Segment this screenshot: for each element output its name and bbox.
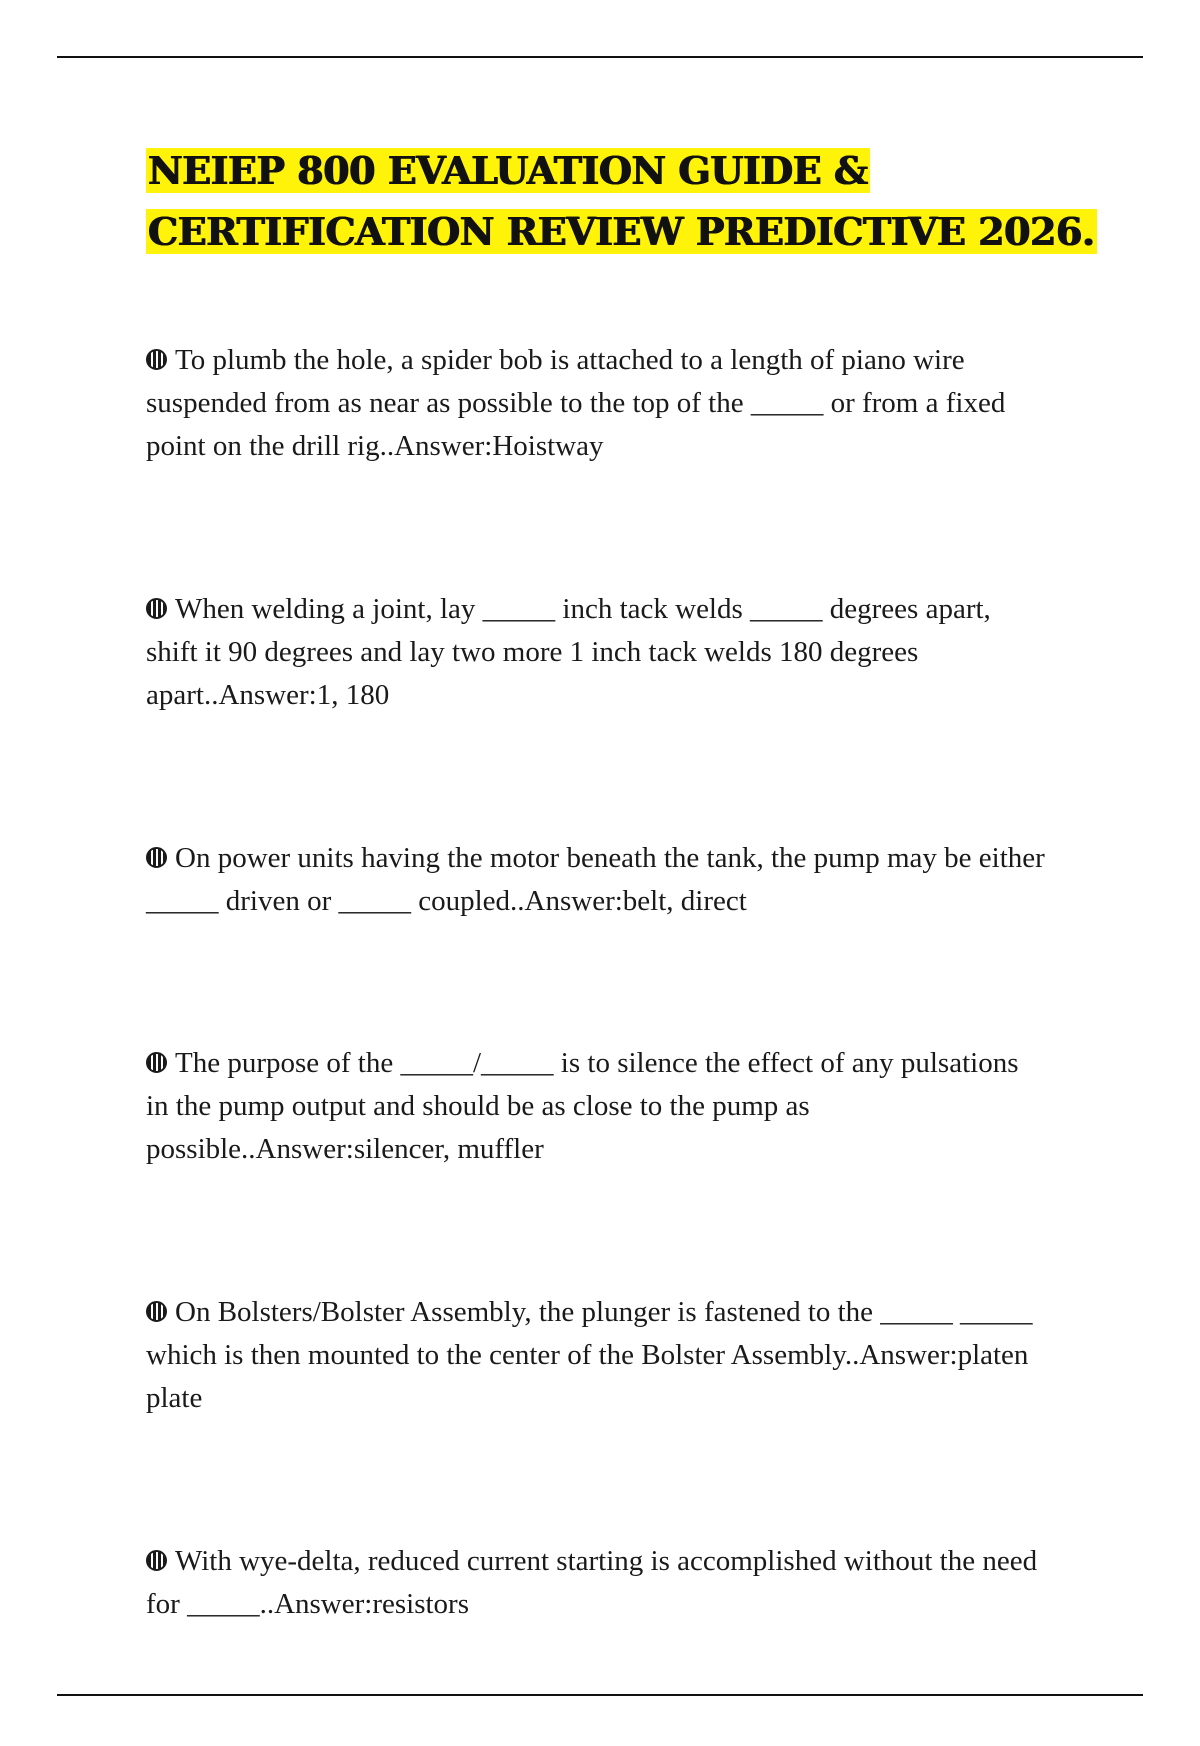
- question-item: [146, 1291, 1046, 1420]
- circle-bullet-icon: [146, 847, 167, 868]
- question-text: When welding a joint, lay _____ inch tack welds _____ degrees apart, shift it 90 degrees and lay two more 1 inch tack welds 180 degrees apart..Answer:1, 180: [146, 593, 991, 711]
- question-list: [146, 339, 1046, 1746]
- question-text: On power units having the motor beneath the tank, the pump may be either _____ driven or _____ coupled..Answer:belt, direct: [146, 842, 1045, 917]
- question-item: [146, 837, 1046, 923]
- circle-bullet-icon: [146, 1052, 167, 1073]
- circle-bullet-icon: [146, 598, 167, 619]
- circle-bullet-icon: [146, 349, 167, 370]
- bottom-rule: [57, 1694, 1143, 1696]
- title-line-2: CERTIFICATION REVIEW PREDICTIVE 2026.: [148, 209, 1095, 254]
- question-item: [146, 339, 1046, 468]
- top-rule: [57, 56, 1143, 58]
- circle-bullet-icon: [146, 1301, 167, 1322]
- circle-bullet-icon: [146, 1550, 167, 1571]
- title-line-1: NEIEP 800 EVALUATION GUIDE &: [148, 148, 868, 193]
- document-title: [146, 140, 1106, 262]
- question-item: [146, 1042, 1046, 1171]
- question-text: On Bolsters/Bolster Assembly, the plunger is fastened to the _____ _____ which is then mounted to the center of the Bolster Assembly..Answer:platen plate: [146, 1296, 1033, 1414]
- question-item: [146, 1540, 1046, 1626]
- question-text: With wye-delta, reduced current starting is accomplished without the need for _____..Answer:resistors: [146, 1545, 1038, 1620]
- question-text: To plumb the hole, a spider bob is attached to a length of piano wire suspended from as near as possible to the top of the _____ or from a fixed point on the drill rig..Answer:Hoistway: [146, 344, 1006, 462]
- question-item: [146, 588, 1046, 717]
- question-text: The purpose of the _____/_____ is to silence the effect of any pulsations in the pump output and should be as close to the pump as possible..Answer:silencer, muffler: [146, 1047, 1019, 1165]
